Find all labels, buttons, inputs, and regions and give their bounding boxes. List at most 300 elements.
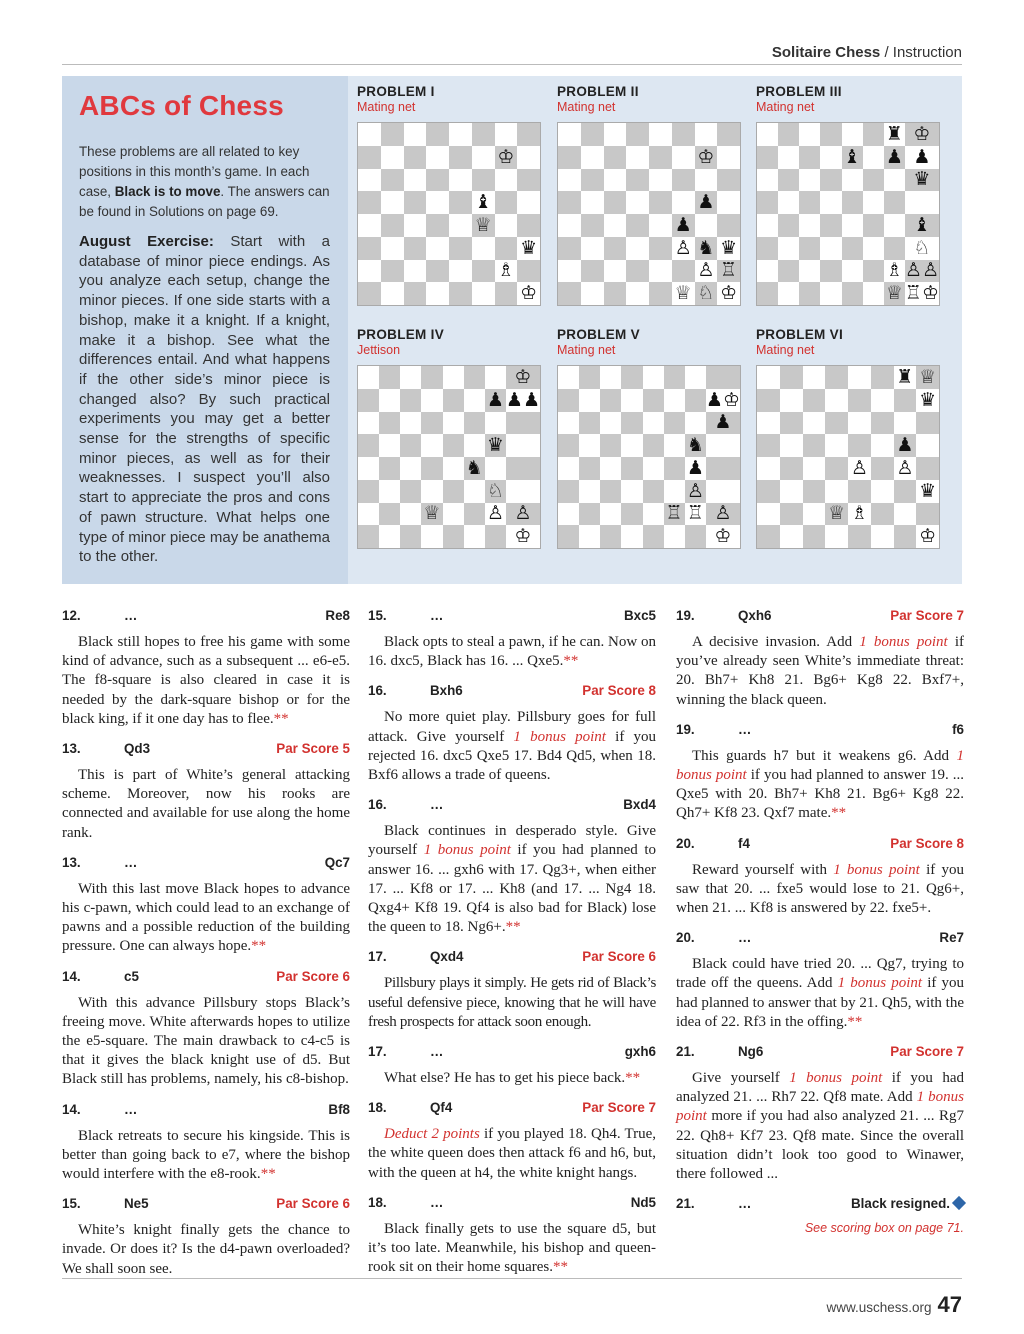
board-square: [426, 282, 449, 305]
board-square: [379, 457, 400, 480]
rook-icon: ♖: [686, 502, 704, 525]
board-square: [421, 366, 442, 389]
board-square: [848, 366, 871, 389]
board-square: [558, 525, 579, 548]
commentary: [368, 822, 656, 937]
problem-subtitle: Mating net: [756, 343, 815, 357]
commentary-text: With this advance Pillsbury stops Black’s freeing move. White afterwards hopes to utilize the e5-square. The main drawback to c4-c5 is that it gives the black knight use of d5. But Black still has problems, namely, his c8-bishop.: [62, 994, 350, 1088]
board-square: [871, 480, 894, 503]
board-square: [600, 366, 621, 389]
king-icon: ♔: [722, 388, 740, 411]
board-square: [379, 480, 400, 503]
stars-mark: **: [260, 1166, 276, 1183]
board-square: [778, 282, 799, 305]
board-square: [757, 412, 780, 435]
board-square: [916, 503, 939, 526]
board-square: [358, 480, 379, 503]
board-square: [695, 237, 718, 260]
board-square: [621, 457, 642, 480]
board-square: [643, 434, 664, 457]
board-square: [894, 480, 917, 503]
move-white: …: [430, 1044, 444, 1060]
board-square: [404, 282, 427, 305]
board-square: [825, 389, 848, 412]
stars-mark: **: [505, 919, 521, 936]
board-square: [443, 366, 464, 389]
board-square: [517, 146, 540, 169]
board-square: [803, 366, 826, 389]
board-square: [495, 123, 518, 146]
board-square: [803, 457, 826, 480]
site-url: www.uschess.org: [826, 1300, 932, 1315]
board-square: [421, 412, 442, 435]
pawn-icon: ♙: [674, 236, 692, 259]
page-number: 47: [937, 1292, 962, 1317]
move-number: 16.: [368, 683, 387, 699]
board-square: [443, 525, 464, 548]
board-square: [400, 389, 421, 412]
board-square: [863, 123, 884, 146]
board-square: [803, 480, 826, 503]
rook-icon: ♜: [885, 122, 903, 145]
board-square: [780, 434, 803, 457]
board-square: [426, 123, 449, 146]
commentary: [676, 861, 964, 919]
move-white: Ng6: [738, 1044, 764, 1060]
exercise-text: Start with a database of minor piece endings. As you analyze each setup, change the minor pieces. If one side starts with a bishop, make it a knight. If a knight, make it a bishop. See what the differences entail. And what happens if the other side’s minor piece is changed also? By such practical experiments you may get a better sense for the strengths of specific minor pieces, as well as for their weaknesses. I suspect you’ll also start to appreciate the pros and cons of pawn structure. What helps one type of minor piece may be anathema to the other.: [79, 233, 330, 566]
bishop-icon: ♗: [850, 502, 868, 525]
board-square: [581, 191, 604, 214]
board-square: [381, 123, 404, 146]
board-square: [649, 260, 672, 283]
board-square: [905, 282, 939, 305]
board-square: [706, 503, 740, 526]
board-square: [358, 412, 379, 435]
board-square: [443, 457, 464, 480]
commentary-text: Reward yourself with: [692, 861, 834, 878]
board-square: [894, 434, 917, 457]
board-square: [558, 191, 581, 214]
move-number: 14.: [62, 1101, 81, 1117]
pawn-icon: ♙: [686, 479, 704, 502]
board-square: [672, 191, 695, 214]
king-icon: ♔: [714, 525, 732, 548]
board-square: [894, 412, 917, 435]
move-black: Bxc5: [623, 608, 656, 623]
board-square: [780, 480, 803, 503]
move-white: …: [430, 608, 444, 623]
board-square: [706, 366, 740, 389]
move-line: [62, 608, 350, 623]
board-square: [485, 389, 506, 412]
board-square: [871, 366, 894, 389]
board-square: [579, 503, 600, 526]
problem-title: PROBLEM V: [557, 327, 640, 342]
board-square: [464, 389, 485, 412]
par-score: Par Score 7: [890, 1044, 964, 1060]
board-square: [757, 457, 780, 480]
commentary: [62, 1127, 350, 1185]
exercise-label: August Exercise:: [79, 233, 214, 250]
board-square: [421, 389, 442, 412]
sidebar: [62, 76, 348, 584]
board-square: [672, 146, 695, 169]
move-line: [368, 797, 656, 812]
board-square: [820, 260, 841, 283]
commentary-text: Pillsbury plays it simply. He gets rid of Black’s useful defensive piece, knowing that he will have fresh prospects for attack soon enough.: [368, 975, 656, 1030]
board-square: [495, 282, 518, 305]
board-square: [404, 146, 427, 169]
board-square: [558, 480, 579, 503]
board-square: [626, 191, 649, 214]
move-black: Bxd4: [623, 797, 656, 813]
board-square: [485, 503, 506, 526]
move-white: …: [738, 1196, 752, 1212]
board-square: [894, 525, 917, 548]
board-square: [621, 434, 642, 457]
board-square: [464, 480, 485, 503]
board-square: [358, 525, 379, 548]
pawn-icon: ♟: [522, 388, 540, 411]
par-score: Par Score 6: [276, 968, 350, 984]
move-number: 18.: [368, 1194, 387, 1210]
board-square: [449, 260, 472, 283]
board-square: [717, 169, 740, 192]
problem-subtitle: Jettison: [357, 343, 401, 357]
board-square: [472, 146, 495, 169]
commentary: [676, 633, 964, 710]
board-square: [799, 169, 820, 192]
board-square: [358, 434, 379, 457]
board-square: [649, 282, 672, 305]
board-square: [449, 191, 472, 214]
board-square: [842, 169, 863, 192]
board-square: [884, 123, 905, 146]
board-square: [581, 237, 604, 260]
board-square: [664, 434, 685, 457]
bishop-icon: ♗: [497, 259, 515, 282]
board-square: [604, 123, 627, 146]
commentary: [62, 994, 350, 1090]
board-square: [626, 282, 649, 305]
board-square: [884, 214, 905, 237]
board-square: [404, 169, 427, 192]
board-square: [381, 146, 404, 169]
section-name: Solitaire Chess: [771, 44, 881, 61]
board-square: [799, 282, 820, 305]
board-square: [863, 191, 884, 214]
board-square: [905, 214, 939, 237]
pawn-icon: ♟: [674, 213, 692, 236]
board-square: [558, 169, 581, 192]
board-square: [464, 434, 485, 457]
move-line: [368, 608, 656, 623]
commentary-text: What else? He has to get his piece back.: [384, 1070, 626, 1087]
pawn-icon: ♙: [697, 259, 715, 282]
pawn-icon: ♟: [885, 145, 903, 168]
board-square: [558, 237, 581, 260]
board-square: [421, 503, 442, 526]
move-number: 16.: [368, 797, 387, 813]
king-icon: ♔: [913, 122, 931, 145]
board-square: [757, 260, 778, 283]
board-square: [506, 457, 540, 480]
board-square: [600, 434, 621, 457]
board-square: [506, 389, 540, 412]
board-square: [381, 169, 404, 192]
stars-mark: **: [563, 653, 579, 670]
board-square: [780, 412, 803, 435]
rook-icon: ♖: [665, 502, 683, 525]
board-square: [820, 237, 841, 260]
bonus-point: 1 bonus point: [859, 634, 948, 650]
board-square: [803, 503, 826, 526]
board-square: [825, 503, 848, 526]
problem-1: [357, 84, 541, 114]
commentary-text: if you had planned to answer 16. ... gxh6 with 17. Qg3+, when either 17. ... Kf8 or 17. ... Kh8 (and 17. ... Ng4 18. Qxg4+ Kf8 19. Qf4 is also bad for Black) lose the queen to 18. Ng6+.: [368, 842, 656, 936]
board-square: [820, 146, 841, 169]
board-square: [916, 389, 939, 412]
board-square: [884, 282, 905, 305]
board-square: [426, 237, 449, 260]
board-square: [426, 169, 449, 192]
board-square: [685, 366, 706, 389]
bonus-point: 1 bonus point: [513, 728, 606, 745]
board-square: [449, 169, 472, 192]
chess-board: [557, 365, 741, 549]
board-square: [695, 214, 718, 237]
move-number: 17.: [368, 949, 387, 965]
pawn-icon: ♟: [913, 145, 931, 168]
king-icon: ♔: [697, 145, 715, 168]
problem-title: PROBLEM I: [357, 84, 435, 99]
board-square: [848, 412, 871, 435]
page-header: [772, 44, 962, 61]
board-square: [757, 389, 780, 412]
board-square: [871, 503, 894, 526]
board-square: [820, 191, 841, 214]
board-square: [485, 434, 506, 457]
board-square: [848, 434, 871, 457]
board-square: [558, 457, 579, 480]
commentary-text: if you played 18. Qh4. True, the white queen does then attack f6 and h6, but, with the queen at h4, the white knight hangs.: [368, 1126, 656, 1181]
board-square: [358, 260, 381, 283]
king-icon: ♔: [514, 525, 532, 548]
board-square: [621, 389, 642, 412]
commentary: [368, 974, 656, 1032]
move-white: Qxd4: [430, 949, 464, 965]
queen-icon: ♛: [913, 168, 931, 191]
par-score: Par Score 7: [582, 1100, 656, 1116]
board-square: [558, 366, 579, 389]
move-black: Qc7: [324, 854, 350, 870]
board-square: [517, 237, 540, 260]
move-number: 15.: [368, 608, 387, 623]
board-square: [379, 366, 400, 389]
board-square: [916, 525, 939, 548]
board-square: [643, 412, 664, 435]
queen-icon: ♛: [720, 236, 738, 259]
board-square: [495, 237, 518, 260]
move-line: [368, 1100, 656, 1115]
bonus-point: 1 bonus point: [676, 1089, 964, 1125]
rook-icon: ♖: [720, 259, 738, 282]
board-square: [443, 503, 464, 526]
pawn-icon: ♙: [904, 259, 922, 282]
board-square: [842, 214, 863, 237]
board-square: [485, 412, 506, 435]
article-column-2: [368, 608, 656, 1289]
board-square: [506, 480, 540, 503]
move-number: 13.: [62, 741, 81, 757]
board-square: [706, 457, 740, 480]
subsection-name: Instruction: [892, 44, 962, 61]
board-square: [358, 457, 379, 480]
board-square: [685, 389, 706, 412]
board-square: [825, 480, 848, 503]
board-square: [780, 389, 803, 412]
commentary: [368, 1125, 656, 1183]
move-number: 19.: [676, 608, 695, 623]
commentary-text: White’s knight finally gets the chance to invade. Or does it? Is the d4-pawn overloaded? We shall soon see.: [62, 1222, 350, 1277]
board-square: [863, 169, 884, 192]
problem-subtitle: Mating net: [357, 100, 416, 114]
king-icon: ♔: [921, 282, 939, 305]
pawn-icon: ♙: [921, 259, 939, 282]
board-square: [626, 237, 649, 260]
problem-title: PROBLEM II: [557, 84, 639, 99]
move-white: …: [124, 1101, 138, 1117]
par-score: Par Score 5: [276, 741, 350, 757]
board-square: [799, 214, 820, 237]
board-square: [581, 214, 604, 237]
board-square: [443, 480, 464, 503]
board-square: [803, 434, 826, 457]
board-square: [706, 480, 740, 503]
board-square: [905, 237, 939, 260]
board-square: [443, 412, 464, 435]
commentary: [676, 747, 964, 824]
move-white: Qd3: [124, 741, 151, 757]
board-square: [400, 366, 421, 389]
board-square: [643, 480, 664, 503]
commentary: [676, 1069, 964, 1184]
move-line: [368, 683, 656, 698]
move-line: [676, 836, 964, 851]
commentary-text: Black finally gets to use the square d5, but it’s too late. Meanwhile, his bishop and queen-rook sit on their home squares.: [368, 1220, 656, 1276]
board-square: [517, 191, 540, 214]
pawn-icon: ♙: [714, 502, 732, 525]
pawn-icon: ♟: [686, 456, 704, 479]
board-square: [379, 434, 400, 457]
move-number: 13.: [62, 854, 81, 870]
board-square: [472, 123, 495, 146]
king-icon: ♔: [720, 282, 738, 305]
stars-mark: **: [552, 1259, 568, 1276]
queen-icon: ♛: [919, 388, 937, 411]
board-square: [643, 525, 664, 548]
board-square: [600, 412, 621, 435]
board-square: [664, 503, 685, 526]
problem-subtitle: Mating net: [756, 100, 815, 114]
board-square: [863, 214, 884, 237]
move-line: [676, 608, 964, 623]
board-square: [581, 260, 604, 283]
stars-mark: **: [625, 1070, 641, 1087]
board-square: [485, 525, 506, 548]
header-rule: [62, 64, 962, 65]
board-square: [621, 525, 642, 548]
board-square: [905, 260, 939, 283]
board-square: [842, 191, 863, 214]
move-line: [676, 930, 964, 945]
board-square: [579, 434, 600, 457]
intro-text-end: . The answers can be found in Solutions on page 69.: [79, 184, 330, 219]
board-square: [672, 169, 695, 192]
board-square: [421, 525, 442, 548]
board-square: [664, 366, 685, 389]
board-square: [803, 525, 826, 548]
board-square: [884, 260, 905, 283]
board-square: [848, 480, 871, 503]
board-square: [799, 123, 820, 146]
commentary-text: if you had planned to answer 19. ... Qxe5 with 20. Bh7+ Kh8 21. Bg6+ Kg8 22. Qh7+ Kf8 23. Qxf7 mate.: [676, 767, 964, 822]
stars-mark: **: [831, 805, 847, 822]
commentary-text: Black still hopes to free his game with some kind of advance, such as a subsequent ... e6-e5. The f8-square is also cleared in case it is needed by the dark-square bishop or for the black king, if it one day has to flee.: [62, 634, 350, 727]
board-square: [842, 146, 863, 169]
board-square: [464, 412, 485, 435]
board-square: [884, 146, 905, 169]
bonus-point: 1 bonus point: [837, 975, 923, 992]
problem-4: [357, 327, 541, 357]
board-square: [695, 191, 718, 214]
move-line: [62, 855, 350, 870]
board-square: [757, 366, 780, 389]
board-square: [579, 412, 600, 435]
knight-icon: ♞: [465, 456, 483, 479]
board-square: [778, 169, 799, 192]
move-black: Bf8: [328, 1101, 350, 1117]
king-icon: ♔: [514, 365, 532, 388]
board-square: [706, 525, 740, 548]
bonus-point: 1 bonus point: [833, 861, 920, 878]
move-white: Ne5: [124, 1196, 149, 1212]
board-square: [472, 282, 495, 305]
queen-icon: ♛: [520, 236, 538, 259]
queen-icon: ♕: [885, 282, 903, 305]
board-square: [621, 503, 642, 526]
board-square: [757, 525, 780, 548]
commentary-text: if you had planned to answer that by 21. Qh5, with the idea of 22. Rf3 in the offing.: [676, 975, 964, 1030]
board-square: [621, 412, 642, 435]
commentary-text: if you’ve already seen White’s immediate threat: 20. Bh7+ Kh8 21. Bg6+ Kg8 22. Bxf7+, winning the black queen.: [676, 634, 964, 708]
board-square: [358, 503, 379, 526]
board-square: [820, 214, 841, 237]
board-square: [558, 412, 579, 435]
board-square: [358, 146, 381, 169]
result-text: Black resigned.: [851, 1196, 950, 1212]
board-square: [799, 260, 820, 283]
chess-board: [756, 365, 940, 549]
board-square: [358, 366, 379, 389]
board-square: [757, 282, 778, 305]
board-square: [757, 480, 780, 503]
board-square: [695, 169, 718, 192]
move-number: 18.: [368, 1100, 387, 1116]
board-square: [604, 191, 627, 214]
move-white: Bxh6: [430, 683, 463, 699]
commentary-text: more if you had also analyzed 21. ... Rg7 22. Qh8+ Kf7 23. Qf8 mate. Since the overall situation didn’t look too good to Winawer, there followed ...: [676, 1108, 964, 1183]
